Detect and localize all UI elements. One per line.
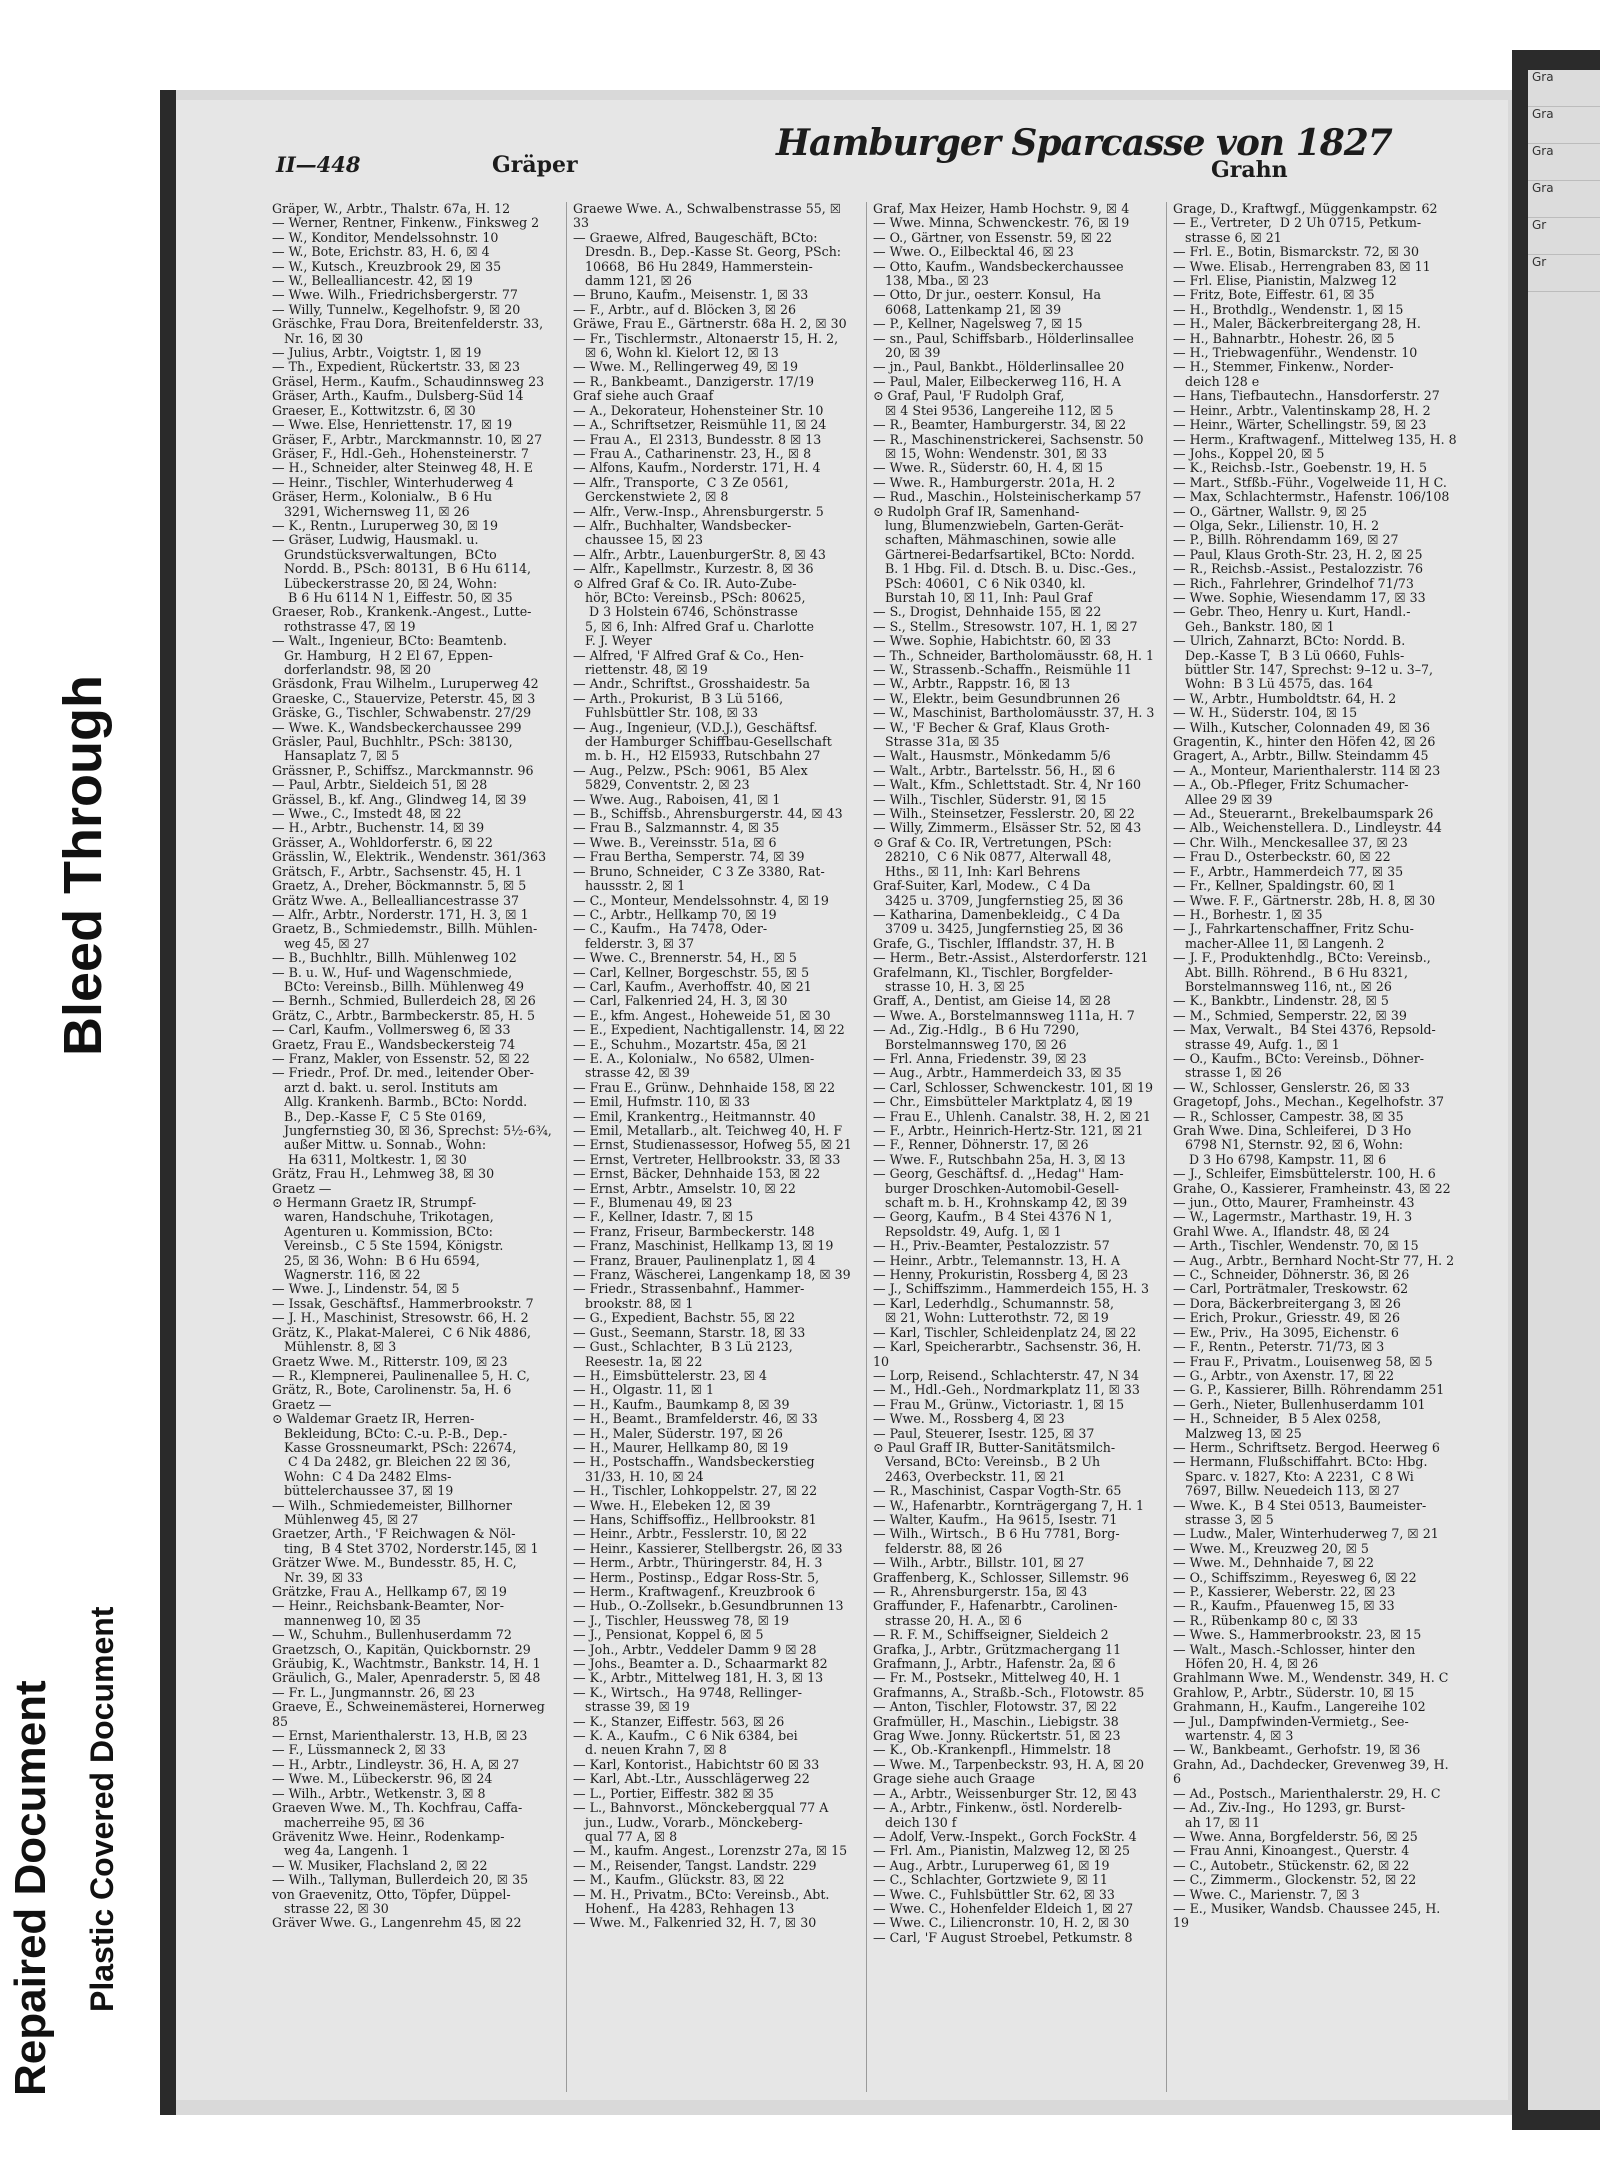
directory-columns <box>266 202 1466 2092</box>
next-page-fragment: Gra <box>1528 181 1600 218</box>
page-number: II—448 <box>276 152 361 177</box>
bleed-through-label: Bleed Through <box>50 667 116 1064</box>
directory-page <box>176 100 1508 2100</box>
next-page-fragment: Gra <box>1528 70 1600 107</box>
directory-column-2: Graewe Wwe. A., Schwalbenstrasse 55, ☒ 33 — Graewe, Alfred, Baugeschäft, BCto: Dresdn. B., Dep.-Kasse St. Georg, PSch: 10668, B6 Hu 2849, Hammerstein- damm 121, ☒ 26 — Bruno, Kaufm., Meisenstr. 1, ☒ 33 — F., Arbtr., auf d. Blöcken 3, ☒ 26 Gräwe, Frau E., Gärtnerstr. 68a H. 2, ☒ 30 — Fr., Tischlermstr., Altonaerstr 15, H. 2, ☒ 6, Wohn kl. Kielort 12, ☒ 13 — Wwe. M., Rellingerweg 49, ☒ 19 — R., Bankbeamt., Danzigerstr. 17/19 Graf siehe auch Graaf — A., Dekorateur, Hohensteiner Str. 10 — A., Schriftsetzer, Reismühle 11, ☒ 24 — Frau A., El 2313, Bundesstr. 8 ☒ 13 — Frau A., Catharinenstr. 23, H., ☒ 8 — Alfons, Kaufm., Norderstr. 171, H. 4 — Alfr., Transporte, C 3 Ze 0561, Gerckenstwiete 2, ☒ 8 — Alfr., Verw.-Insp., Ahrensburgerstr. 5 — Alfr., Buchhalter, Wandsbecker- chaussee 15, ☒ 23 — Alfr., Arbtr., LauenburgerStr. 8, ☒ 43 — Alfr., Kapellmstr., Kurzestr. 8, ☒ 36 ⊙ Alfred Graf & Co. IR. Auto-Zube- hör, BCto: Vereinsb., PSch: 80625, D 3 Holstein 6746, Schönstrasse 5, ☒ 6, Inh: Alfred Graf u. Charlotte F. J. Weyer — Alfred, 'F Alfred Graf & Co., Hen- riettenstr. 48, ☒ 19 — Andr., Schriftst., Grosshaidestr. 5a — Arth., Prokurist, B 3 Lü 5166, Fuhlsbüttler Str. 108, ☒ 33 — Aug., Ingenieur, (V.D.J.), Geschäftsf. der Hamburger Schiffbau-Gesellschaft m. b. H., H2 El5933, Rutschbahn 27 — Aug., Pelzw., PSch: 9061, B5 Alex 5829, Conventstr. 2, ☒ 23 — Wwe. Aug., Raboisen, 41, ☒ 1 — B., Schiffsb., Ahrensburgerstr. 44, ☒ 43 — Frau B., Salzmannstr. 4, ☒ 35 — Wwe. B., Vereinsstr. 51a, ☒ 6 — Frau Bertha, Semperstr. 74, ☒ 39 — Bruno, Schneider, C 3 Ze 3380, Rat- haussstr. 2, ☒ 1 — C., Monteur, Mendelssohnstr. 4, ☒ 19 — C., Arbtr., Hellkamp 70, ☒ 19 — C., Kaufm., Ha 7478, Oder- felderstr. 3, ☒ 37 — Wwe. C., Brennerstr. 54, H., ☒ 5 — Carl, Kellner, Borgeschstr. 55, ☒ 5 — Carl, Kaufm., Averhoffstr. 40, ☒ 21 — Carl, Falkenried 24, H. 3, ☒ 30 — E., kfm. Angest., Hoheweide 51, ☒ 30 — E., Expedient, Nachtigallenstr. 14, ☒ 22 — E., Schuhm., Mozartstr. 45a, ☒ 21 — E. A., Kolonialw., No 6582, Ulmen- strasse 42, ☒ 39 — Frau E., Grünw., Dehnhaide 158, ☒ 22 — Emil, Hufmstr. 110, ☒ 33 — Emil, Krankentrg., Heitmannstr. 40 — Emil, Metallarb., alt. Teichweg 40, H. F — Ernst, Studienassessor, Hofweg 55, ☒ 21 — Ernst, Vertreter, Hellbrookstr. 33, ☒ 33 — Ernst, Bäcker, Dehnhaide 153, ☒ 22 — Ernst, Arbtr., Amselstr. 10, ☒ 22 — F., Blumenau 49, ☒ 23 — F., Kellner, Idastr. 7, ☒ 15 — Franz, Friseur, Barmbeckerstr. 148 — Franz, Maschinist, Hellkamp 13, ☒ 19 — Franz, Brauer, Paulinenplatz 1, ☒ 4 — Franz, Wäscherei, Langenkamp 18, ☒ 39 — Friedr., Strassenbahnf., Hammer- brookstr. 88, ☒ 1 — G., Expedient, Bachstr. 55, ☒ 22 — Gust., Seemann, Starstr. 18, ☒ 33 — Gust., Schlachter, B 3 Lü 2123, Reesestr. 1a, ☒ 22 — H., Eimsbüttelerstr. 23, ☒ 4 — H., Olgastr. 11, ☒ 1 — H., Kaufm., Baumkamp 8, ☒ 39 — H., Beamt., Bramfelderstr. 46, ☒ 33 — H., Maler, Süderstr. 197, ☒ 26 — H., Maurer, Hellkamp 80, ☒ 19 — H., Postschaffn., Wandsbeckerstieg 31/33, H. 10, ☒ 24 — H., Tischler, Lohkoppelstr. 27, ☒ 22 — Wwe. H., Elebeken 12, ☒ 39 — Hans, Schiffsoffiz., Hellbrookstr. 81 — Heinr., Arbtr., Fesslerstr. 10, ☒ 22 — Heinr., Kassierer, Stellbergstr. 26, ☒ 33 — Herm., Arbtr., Thüringerstr. 84, H. 3 — Herm., Postinsp., Edgar Ross-Str. 5, — Herm., Kraftwagenf., Kreuzbrook 6 — Hub., O.-Zollsekr., b.Gesundbrunnen 13 — J., Tischler, Heussweg 78, ☒ 19 — J., Pensionat, Koppel 6, ☒ 5 — Joh., Arbtr., Veddeler Damm 9 ☒ 28 — Johs., Beamter a. D., Schaarmarkt 82 — K., Arbtr., Mittelweg 181, H. 3, ☒ 13 — K., Wirtsch., Ha 9748, Rellinger- strasse 39, ☒ 19 — K., Stanzer, Eiffestr. 563, ☒ 26 — K. A., Kaufm., C 6 Nik 6384, bei d. neuen Krahn 7, ☒ 8 — Karl, Kontorist., Habichtstr 60 ☒ 33 — Karl, Abt.-Ltr., Ausschlägerweg 22 — L., Portier, Eiffestr. 382 ☒ 35 — L., Bahnvorst., Mönckebergqual 77 A jun., Ludw., Vorarb., Mönckeberg- qual 77 A, ☒ 8 — M., kaufm. Angest., Lorenzstr 27a, ☒ 15 — M., Reisender, Tangst. Landstr. 229 — M., Kaufm., Glückstr. 83, ☒ 22 — M. H., Privatm., BCto: Vereinsb., Abt. Hohenf., Ha 4283, Rehhagen 13 — Wwe. M., Falkenried 32, H. 7, ☒ 30 <box>566 202 866 2092</box>
directory-column-4: Grage, D., Kraftwgf., Müggenkampstr. 62 — E., Vertreter, D 2 Uh 0715, Petkum- strasse 6, ☒ 21 — Frl. E., Botin, Bismarckstr. 72, ☒ 30 — Wwe. Elisab., Herrengraben 83, ☒ 11 — Frl. Elise, Pianistin, Malzweg 12 — Fritz, Bote, Eiffestr. 61, ☒ 35 — H., Brothdlg., Wendenstr. 1, ☒ 15 — H., Maler, Bäckerbreitergang 28, H. — H., Bahnarbtr., Hohestr. 26, ☒ 5 — H., Triebwagenführ., Wendenstr. 10 — H., Stemmer, Finkenw., Norder- deich 128 e — Hans, Tiefbautechn., Hansdorferstr. 27 — Heinr., Arbtr., Valentinskamp 28, H. 2 — Heinr., Wärter, Schellingstr. 59, ☒ 23 — Herm., Kraftwagenf., Mittelweg 135, H. 8 — Johs., Koppel 20, ☒ 5 — K., Reichsb.-Istr., Goebenstr. 19, H. 5 — Mart., Stfßb.-Führ., Vogelweide 11, H C. — Max, Schlachtermstr., Hafenstr. 106/108 — O., Gärtner, Wallstr. 9, ☒ 25 — Olga, Sekr., Lilienstr. 10, H. 2 — P., Billh. Röhrendamm 169, ☒ 27 — Paul, Klaus Groth-Str. 23, H. 2, ☒ 25 — R., Reichsb.-Assist., Pestalozzistr. 76 — Rich., Fahrlehrer, Grindelhof 71/73 — Wwe. Sophie, Wiesendamm 17, ☒ 33 — Gebr. Theo, Henry u. Kurt, Handl.- Geh., Bankstr. 180, ☒ 1 — Ulrich, Zahnarzt, BCto: Nordd. B. Dep.-Kasse T, B 3 Lü 0660, Fuhls- büttler Str. 147, Sprechst: 9–12 u. 3–7, Wohn: B 3 Lü 4575, das. 164 — W., Arbtr., Humboldtstr. 64, H. 2 — W. H., Süderstr. 104, ☒ 15 — Wilh., Kutscher, Colonnaden 49, ☒ 36 Gragentin, K., hinter den Höfen 42, ☒ 26 Gragert, A., Arbtr., Billw. Steindamm 45 — A., Monteur, Marienthalerstr. 114 ☒ 23 — A., Ob.-Pfleger, Fritz Schumacher- Allee 29 ☒ 39 — Ad., Steuerarnt., Brekelbaumspark 26 — Alb., Weichenstellera. D., Lindleystr. 44 — Chr. Wilh., Menckesallee 37, ☒ 23 — Frau D., Osterbeckstr. 60, ☒ 22 — F., Arbtr., Hammerdeich 77, ☒ 35 — Fr., Kellner, Spaldingstr. 60, ☒ 1 — Wwe. F. F., Gärtnerstr. 28b, H. 8, ☒ 30 — H., Borhestr. 1, ☒ 35 — J., Fahrkartenschaffner, Fritz Schu- macher-Allee 11, ☒ Langenh. 2 — J. F., Produktenhdlg., BCto: Vereinsb., Abt. Billh. Röhrend., B 6 Hu 8321, Borstelmannsweg 116, nt., ☒ 26 — K., Bankbtr., Lindenstr. 28, ☒ 5 — M., Schmied, Semperstr. 22, ☒ 39 — Max, Verwalt., B4 Stei 4376, Repsold- strasse 49, Aufg. 1., ☒ 1 — O., Kaufm., BCto: Vereinsb., Döhner- strasse 1, ☒ 26 — W., Schlosser, Genslerstr. 26, ☒ 33 Gragetopf, Johs., Mechan., Kegelhofstr. 37 — R., Schlosser, Campestr. 38, ☒ 35 Grah Wwe. Dina, Schleiferei, D 3 Ho 6798 N1, Sternstr. 92, ☒ 6, Wohn: D 3 Ho 6798, Kampstr. 11, ☒ 6 — J., Schleifer, Eimsbüttelerstr. 100, H. 6 Grahe, O., Kassierer, Framheinstr. 43, ☒ 22 — jun., Otto, Maurer, Framheinstr. 43 — W., Lagermstr., Marthastr. 19, H. 3 Grahl Wwe. A., Iflandstr. 48, ☒ 24 — Arth., Tischler, Wendenstr. 70, ☒ 15 — Aug., Arbtr., Bernhard Nocht-Str 77, H. 2 — C., Schneider, Döhnerstr. 36, ☒ 26 — Carl, Porträtmaler, Treskowstr. 62 — Dora, Bäckerbreitergang 3, ☒ 26 — Erich, Prokur., Griesstr. 49, ☒ 26 — Ew., Priv., Ha 3095, Eichenstr. 6 — F., Rentn., Peterstr. 71/73, ☒ 3 — Frau F., Privatm., Louisenweg 58, ☒ 5 — G., Arbtr., von Axenstr. 17, ☒ 22 — G. P., Kassierer, Billh. Röhrendamm 251 — Gerh., Nieter, Bullenhuserdamm 101 — H., Schneider, B 5 Alex 0258, Malzweg 13, ☒ 25 — Herm., Schriftsetz. Bergod. Heerweg 6 — Hermann, Flußschiffahrt. BCto: Hbg. Sparc. v. 1827, Kto: A 2231, C 8 Wi 7697, Billw. Neuedeich 113, ☒ 27 — Wwe. K., B 4 Stei 0513, Baumeister- strasse 3, ☒ 5 — Ludw., Maler, Winterhuderweg 7, ☒ 21 — Wwe. M., Kreuzweg 20, ☒ 5 — Wwe. M., Dehnhaide 7, ☒ 22 — O., Schiffszimm., Reyesweg 6, ☒ 22 — P., Kassierer, Weberstr. 22, ☒ 23 — R., Kaufm., Pfauenweg 15, ☒ 33 — R., Rübenkamp 80 c, ☒ 33 — Wwe. S., Hammerbrookstr. 23, ☒ 15 — Walt., Masch.-Schlosser, hinter den Höfen 20, H. 4, ☒ 26 Grahlmann Wwe. M., Wendenstr. 349, H. C Grahlow, P., Arbtr., Süderstr. 10, ☒ 15 Grahmann, H., Kaufm., Langereihe 102 — Jul., Dampfwinden-Vermietg., See- wartenstr. 4, ☒ 3 — W., Bankbeamt., Gerhofstr. 19, ☒ 36 Grahn, Ad., Dachdecker, Grevenweg 39, H. 6 — Ad., Postsch., Marienthalerstr. 29, H. C — Ad., Ziv.-Ing., Ho 1293, gr. Burst- ah 17, ☒ 11 — Wwe. Anna, Borgfelderstr. 56, ☒ 25 — Frau Anni, Kinoangest., Querstr. 4 — C., Autobetr., Stückenstr. 62, ☒ 22 — C., Zimmerm., Glockenstr. 52, ☒ 22 — Wwe. C., Marienstr. 7, ☒ 3 — E., Musiker, Wandsb. Chaussee 245, H. 19 <box>1166 202 1466 2092</box>
next-page-fragment: Gr <box>1528 218 1600 255</box>
plastic-covered-label: Plastic Covered Document <box>82 1599 123 2020</box>
next-page-fragment: Gr <box>1528 255 1600 292</box>
bank-logo: Hamburger Sparcasse von 1827 <box>776 122 1392 164</box>
next-page-fragment: Gra <box>1528 144 1600 181</box>
header-first-entry: Gräper <box>492 152 578 178</box>
directory-column-1: Gräper, W., Arbtr., Thalstr. 67a, H. 12 — Werner, Rentner, Finkenw., Finksweg 2 — W., Konditor, Mendelssohnstr. 10 — W., Bote, Erichstr. 83, H. 6, ☒ 4 — W., Kutsch., Kreuzbrook 29, ☒ 35 — W., Bellealliancestr. 42, ☒ 19 — Wwe. Wilh., Friedrichsbergerstr. 77 — Willy, Tunnelw., Kegelhofstr. 9, ☒ 20 Gräschke, Frau Dora, Breitenfelderstr. 33, Nr. 16, ☒ 30 — Julius, Arbtr., Voigtstr. 1, ☒ 19 — Th., Expedient, Rückertstr. 33, ☒ 23 Gräsel, Herm., Kaufm., Schaudinnsweg 23 Gräser, Arth., Kaufm., Dulsberg-Süd 14 Graeser, E., Kottwitzstr. 6, ☒ 30 — Wwe. Else, Henriettenstr. 17, ☒ 19 Gräser, F., Arbtr., Marckmannstr. 10, ☒ 27 Gräser, F., Hdl.-Geh., Hohensteinerstr. 7 — H., Schneider, alter Steinweg 48, H. E — Heinr., Tischler, Winterhuderweg 4 Gräser, Herm., Kolonialw., B 6 Hu 3291, Wichernsweg 11, ☒ 26 — K., Rentn., Luruperweg 30, ☒ 19 — Gräser, Ludwig, Hausmakl. u. Grundstücksverwaltungen, BCto Nordd. B., PSch: 80131, B 6 Hu 6114, Lübeckerstrasse 20, ☒ 24, Wohn: B 6 Hu 6114 N 1, Eiffestr. 50, ☒ 35 Graeser, Rob., Krankenk.-Angest., Lutte- rothstrasse 47, ☒ 19 — Walt., Ingenieur, BCto: Beamtenb. Gr. Hamburg, H 2 El 67, Eppen- dorferlandstr. 98, ☒ 20 Gräsdonk, Frau Wilhelm., Luruperweg 42 Graeske, C., Stauervize, Peterstr. 45, ☒ 3 Gräske, G., Tischler, Schwabenstr. 27/29 — Wwe. K., Wandsbeckerchaussee 299 Gräsler, Paul, Buchhltr., PSch: 38130, Hansaplatz 7, ☒ 5 Grässner, P., Schiffsz., Marckmannstr. 96 — Paul, Arbtr., Sieldeich 51, ☒ 28 Grässel, B., kf. Ang., Glindweg 14, ☒ 39 — Wwe., C., Imstedt 48, ☒ 22 — H., Arbtr., Buchenstr. 14, ☒ 39 Grässer, A., Wohldorferstr. 6, ☒ 22 Grässlin, W., Elektrik., Wendenstr. 361/363 Grätsch, F., Arbtr., Sachsenstr. 45, H. 1 Graetz, A., Dreher, Böckmannstr. 5, ☒ 5 Grätz Wwe. A., Bellealliancestrasse 37 — Alfr., Arbtr., Norderstr. 171, H. 3, ☒ 1 Graetz, B., Schmiedemstr., Billh. Mühlen- weg 45, ☒ 27 — B., Buchhltr., Billh. Mühlenweg 102 — B. u. W., Huf- und Wagenschmiede, BCto: Vereinsb., Billh. Mühlenweg 49 — Bernh., Schmied, Bullerdeich 28, ☒ 26 Grätz, C., Arbtr., Barmbeckerstr. 85, H. 5 — Carl, Kaufm., Vollmersweg 6, ☒ 33 Graetz, Frau E., Wandsbeckersteig 74 — Franz, Makler, von Essenstr. 52, ☒ 22 — Friedr., Prof. Dr. med., leitender Ober- arzt d. bakt. u. serol. Instituts am Allg. Krankenh. Barmb., BCto: Nordd. B., Dep.-Kasse F, C 5 Ste 0169, Jungfernstieg 30, ☒ 36, Sprechst: 5½-6¾, außer Mittw. u. Sonnab., Wohn: Ha 6311, Moltkestr. 1, ☒ 30 Grätz, Frau H., Lehmweg 38, ☒ 30 Graetz — ⊙ Hermann Graetz IR, Strumpf- waren, Handschuhe, Trikotagen, Agenturen u. Kommission, BCto: Vereinsb., C 5 Ste 1594, Königstr. 25, ☒ 36, Wohn: B 6 Hu 6594, Wagnerstr. 116, ☒ 22 — Wwe. J., Lindenstr. 54, ☒ 5 — Issak, Geschäftsf., Hammerbrookstr. 7 — J. H., Maschinist, Stresowstr. 66, H. 2 Grätz, K., Plakat-Malerei, C 6 Nik 4886, Mühlenstr. 8, ☒ 3 Graetz Wwe. M., Ritterstr. 109, ☒ 23 — R., Klempnerei, Paulinenallee 5, H. C, Grätz, R., Bote, Carolinenstr. 5a, H. 6 Graetz — ⊙ Waldemar Graetz IR, Herren- Bekleidung, BCto: C.-u. P.-B., Dep.- Kasse Grossneumarkt, PSch: 22674, C 4 Da 2482, gr. Bleichen 22 ☒ 36, Wohn: C 4 Da 2482 Elms- büttelerchaussee 37, ☒ 19 — Wilh., Schmiedemeister, Billhorner Mühlenweg 45, ☒ 27 Graetzer, Arth., 'F Reichwagen & Nöl- ting, B 4 Stet 3702, Norderstr.145, ☒ 1 Grätzer Wwe. M., Bundesstr. 85, H. C, Nr. 39, ☒ 33 Grätzke, Frau A., Hellkamp 67, ☒ 19 — Heinr., Reichsbank-Beamter, Nor- mannenweg 10, ☒ 35 — W., Schuhm., Bullenhuserdamm 72 Graetzsch, O., Kapitän, Quickbornstr. 29 Gräubig, K., Wachtmstr., Bankstr. 14, H. 1 Gräulich, G., Maler, Apenraderstr. 5, ☒ 48 — Fr. L., Jungmannstr. 26, ☒ 23 Graeve, E., Schweinemästerei, Hornerweg 85 — Ernst, Marienthalerstr. 13, H.B, ☒ 23 — F., Lüssmanneck 2, ☒ 33 — H., Arbtr., Lindleystr. 36, H. A, ☒ 27 — Wwe. M., Lübeckerstr. 96, ☒ 24 — Wilh., Arbtr., Wetkenstr. 3, ☒ 8 Graeven Wwe. M., Th. Kochfrau, Caffa- macherreihe 95, ☒ 36 Grävenitz Wwe. Heinr., Rodenkamp- weg 4a, Langenh. 1 — W. Musiker, Flachsland 2, ☒ 22 — Wilh., Tallyman, Bullerdeich 20, ☒ 35 von Graevenitz, Otto, Töpfer, Düppel- strasse 22, ☒ 30 Gräver Wwe. G., Langenrehm 45, ☒ 22 <box>272 202 552 1931</box>
next-page-fragment: Gra <box>1528 107 1600 144</box>
header-last-entry: Grahn <box>1211 157 1288 183</box>
page-header <box>276 112 1516 194</box>
directory-column-3: Graf, Max Heizer, Hamb Hochstr. 9, ☒ 4 — Wwe. Minna, Schwenckestr. 76, ☒ 19 — O., Gärtner, von Essenstr. 59, ☒ 22 — Wwe. O., Eilbecktal 46, ☒ 23 — Otto, Kaufm., Wandsbeckerchaussee 138, Mba., ☒ 23 — Otto, Dr jur., oesterr. Konsul, Ha 6068, Lattenkamp 21, ☒ 39 — P., Kellner, Nagelsweg 7, ☒ 15 — sn., Paul, Schiffsbarb., Hölderlinsallee 20, ☒ 39 — jn., Paul, Bankbt., Hölderlinsallee 20 — Paul, Maler, Eilbeckerweg 116, H. A ⊙ Graf, Paul, 'F Rudolph Graf, ☒ 4 Stei 9536, Langereihe 112, ☒ 5 — R., Beamter, Hamburgerstr. 34, ☒ 22 — R., Maschinenstrickerei, Sachsenstr. 50 ☒ 15, Wohn: Wendenstr. 301, ☒ 33 — Wwe. R., Süderstr. 60, H. 4, ☒ 15 — Wwe. R., Hamburgerstr. 201a, H. 2 — Rud., Maschin., Holsteinischerkamp 57 ⊙ Rudolph Graf IR, Samenhand- lung, Blumenzwiebeln, Garten-Gerät- schaften, Mähmaschinen, sowie alle Gärtnerei-Bedarfsartikel, BCto: Nordd. B. 1 Hbg. Fil. d. Dtsch. B. u. Disc.-Ges., PSch: 40601, C 6 Nik 0340, kl. Burstah 10, ☒ 11, Inh: Paul Graf — S., Drogist, Dehnhaide 155, ☒ 22 — S., Stellm., Stresowstr. 107, H. 1, ☒ 27 — Wwe. Sophie, Habichtstr. 60, ☒ 33 — Th., Schneider, Bartholomäusstr. 68, H. 1 — W., Strassenb.-Schaffn., Reismühle 11 — W., Arbtr., Rappstr. 16, ☒ 13 — W., Elektr., beim Gesundbrunnen 26 — W., Maschinist, Bartholomäusstr. 37, H. 3 — W., 'F Becher & Graf, Klaus Groth- Strasse 31a, ☒ 35 — Walt., Hausmstr., Mönkedamm 5/6 — Walt., Arbtr., Bartelsstr. 56, H., ☒ 6 — Walt., Kfm., Schlettstadt. Str. 4, Nr 160 — Wilh., Tischler, Süderstr. 91, ☒ 15 — Wilh., Steinsetzer, Fesslerstr. 20, ☒ 22 — Willy, Zimmerm., Elsässer Str. 52, ☒ 43 ⊙ Graf & Co. IR, Vertretungen, PSch: 28210, C 6 Nik 0877, Alterwall 48, Hths., ☒ 11, Inh: Karl Behrens Graf-Suiter, Karl, Modew., C 4 Da 3425 u. 3709, Jungfernstieg 25, ☒ 36 — Katharina, Damenbekleidg., C 4 Da 3709 u. 3425, Jungfernstieg 25, ☒ 36 Grafe, G., Tischler, Ifflandstr. 37, H. B — Herm., Betr.-Assist., Alsterdorferstr. 121 Grafelmann, Kl., Tischler, Borgfelder- strasse 10, H. 3, ☒ 25 Graff, A., Dentist, am Gieise 14, ☒ 28 — Wwe. A., Borstelmannsweg 111a, H. 7 — Ad., Zig.-Hdlg., B 6 Hu 7290, Borstelmannsweg 170, ☒ 26 — Frl. Anna, Friedenstr. 39, ☒ 23 — Aug., Arbtr., Hammerdeich 33, ☒ 35 — Carl, Schlosser, Schwenckestr. 101, ☒ 19 — Chr., Eimsbütteler Marktplatz 4, ☒ 19 — Frau E., Uhlenh. Canalstr. 38, H. 2, ☒ 21 — F., Arbtr., Heinrich-Hertz-Str. 121, ☒ 21 — F., Renner, Döhnerstr. 17, ☒ 26 — Wwe. F., Rutschbahn 25a, H. 3, ☒ 13 — Georg, Geschäftsf. d. ,,Hedag'' Ham- burger Droschken-Automobil-Gesell- schaft m. b. H., Krohnskamp 42, ☒ 39 — Georg, Kaufm., B 4 Stei 4376 N 1, Repsoldstr. 49, Aufg. 1, ☒ 1 — H., Priv.-Beamter, Pestalozzistr. 57 — Heinr., Arbtr., Telemannstr. 13, H. A — Henny, Prokuristin, Rossberg 4, ☒ 23 — J., Schiffszimm., Hammerdeich 155, H. 3 — Karl, Lederhdlg., Schumannstr. 58, ☒ 21, Wohn: Lutterothstr. 72, ☒ 19 — Karl, Tischler, Schleidenplatz 24, ☒ 22 — Karl, Speicherarbtr., Sachsenstr. 36, H. 10 — Lorp, Reisend., Schlachterstr. 47, N 34 — M., Hdl.-Geh., Nordmarkplatz 11, ☒ 33 — Frau M., Grünw., Victoriastr. 1, ☒ 15 — Wwe. M., Rossberg 4, ☒ 23 — Paul, Steuerer, Isestr. 125, ☒ 37 ⊙ Paul Graff IR, Butter-Sanitätsmilch- Versand, BCto: Vereinsb., B 2 Uh 2463, Overbeckstr. 11, ☒ 21 — R., Maschinist, Caspar Vogth-Str. 65 — W., Hafenarbtr., Kornträgergang 7, H. 1 — Walter, Kaufm., Ha 9615, Isestr. 71 — Wilh., Wirtsch., B 6 Hu 7781, Borg- felderstr. 88, ☒ 26 — Wilh., Arbtr., Billstr. 101, ☒ 27 Graffenberg, K., Schlosser, Sillemstr. 96 — R., Ahrensburgerstr. 15a, ☒ 43 Graffunder, F., Hafenarbtr., Carolinen- strasse 20, H. A., ☒ 6 — R. F. M., Schiffseigner, Sieldeich 2 Grafka, J., Arbtr., Grützmachergang 11 Grafmann, J., Arbtr., Hafenstr. 2a, ☒ 6 — Fr. M., Postsekr., Mittelweg 40, H. 1 Grafmanns, A., Straßb.-Sch., Flotowstr. 85 — Anton, Tischler, Flotowstr. 37, ☒ 22 Grafmüller, H., Maschin., Liebigstr. 38 Grag Wwe. Jonny. Rückertstr. 51, ☒ 23 — K., Ob.-Krankenpfl., Himmelstr. 18 — Wwe. M., Tarpenbeckstr. 93, H. A, ☒ 20 Grage siehe auch Graage — A., Arbtr., Weissenburger Str. 12, ☒ 43 — A., Arbtr., Finkenw., östl. Norderelb- deich 130 f — Adolf, Verw.-Inspekt., Gorch FockStr. 4 — Frl. Am., Pianistin, Malzweg 12, ☒ 25 — Aug., Arbtr., Luruperweg 61, ☒ 19 — C., Schlachter, Gortzwiete 9, ☒ 11 — Wwe. C., Fuhlsbüttler Str. 62, ☒ 33 — Wwe. C., Hohenfelder Eldeich 1, ☒ 27 — Wwe. C., Liliencronstr. 10, H. 2, ☒ 30 — Carl, 'F August Stroebel, Petkumstr. 8 <box>866 202 1166 2092</box>
repaired-document-label: Repaired Document <box>4 1670 58 2106</box>
next-page-edge <box>1528 70 1600 2110</box>
frame-top <box>0 0 1600 48</box>
